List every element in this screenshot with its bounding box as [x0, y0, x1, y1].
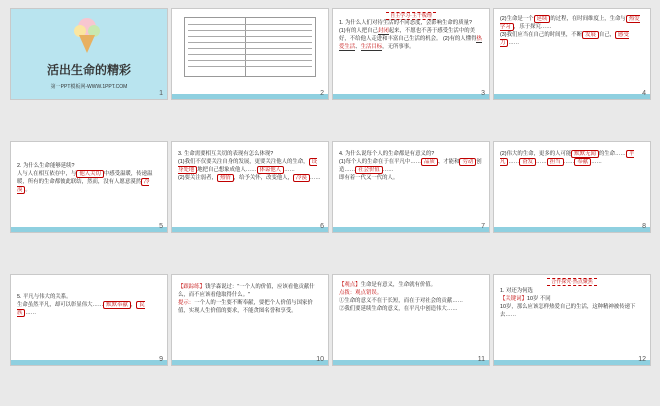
slide-text: (2)伟大的生命，更多的人可能 默默无闻 的生命…… 平凡 …… 奋发 …… 担当 …… 奉献 …… [500, 151, 635, 165]
slide-number: 8 [642, 223, 646, 230]
slide-number: 12 [638, 356, 646, 363]
slide-thumbnail-9[interactable] [10, 274, 168, 366]
slide-number: 2 [320, 90, 324, 97]
slide-thumbnail-2[interactable] [171, 8, 329, 100]
section-header: 合作探究·热点聚焦 [494, 278, 650, 285]
slide-thumbnail-4[interactable] [493, 8, 651, 100]
slide-thumbnail-5[interactable] [10, 141, 168, 233]
slide-number: 5 [159, 223, 163, 230]
slide-thumbnail-12[interactable] [493, 274, 651, 366]
slide-number: 1 [159, 90, 163, 97]
slide-number: 6 [320, 223, 324, 230]
slide-thumbnail-3[interactable] [332, 8, 490, 100]
section-header: 自主学习·主干梳理 [333, 12, 489, 19]
slide-text: 2. 为什么生命能够延续? 人与人在相互依存中，与 他人关切 中感受温暖，传递温暖，所有的生命都彼此联结，然而，没有人愿意漠然 冷漠 。 [17, 163, 153, 193]
slide-text: (2)生命是一个 延续 的过程，在时间维度上，生命与 热爱学习 ，乐于探究…… (3)我们应当在自己的时间里，不断 发展 自己， 感受力 …… [500, 16, 640, 46]
slide-number: 10 [316, 356, 324, 363]
slide-title: 活出生命的精彩 [46, 63, 131, 77]
slide-text: 【跟踪练】钱学森说过："一个人的价值，应该看他贡献什么，而不应该看他取得什么。" 提示：一个人的一生要不断奉献，要把个人价值与国家价值，实现人生价值的要求，不能贪图名誉和享受。 [178, 284, 315, 314]
slide-text: 1. 为什么人们对待生活的不同态度，会影响生命的质量? (1)有的人把自己封闭起来，不愿也不善于感受生活中的美好，不给他人走进和丰富自己生活的机会。 (2)有的人懂得热爱生活、生活目标，无所事事。 [339, 20, 482, 50]
slide-thumbnail-10[interactable] [171, 274, 329, 366]
slide-number: 4 [642, 90, 646, 97]
slide-thumbnail-1[interactable] [10, 8, 168, 100]
slide-number: 11 [477, 356, 485, 363]
ice-cream-icon [67, 15, 107, 55]
slide-subtitle: 第一PPT模板网-WWW.1PPT.COM [50, 84, 128, 90]
slide-number: 9 [159, 356, 163, 363]
table-image [184, 17, 316, 77]
slide-text: 5. 平凡与伟大的关系。 生命虽然平凡，却可以彰显伟大…… 默默奉献 ， 民族 …… [17, 294, 145, 316]
slide-thumbnail-6[interactable] [171, 141, 329, 233]
slide-thumbnail-7[interactable] [332, 141, 490, 233]
slide-text: 4. 为什么说每个人的生命都是有意义的? (1)每个人的生命在于在平凡中…… 品质 、才能和 劳动 创造…… 社会价值 …… 即有着一代又一代的人。 [339, 151, 482, 181]
slide-text: 【观点】生命是有意义，生命就有价值。 点拨：观点错误。 ①生命的意义不在于长短，而在于对社会的贡献…… ②我们要延续生命的意义，在平凡中创造伟大…… [339, 282, 463, 312]
slide-text: 1. 对还为何选 【关键词】10岁 不同 10岁，那么应该怎样热爱自己的生活，这种精神被传递下去…… [500, 288, 636, 318]
slide-thumbnail-11[interactable] [332, 274, 490, 366]
slide-text: 3. 生命需要相互关切的表现有怎么体现? (1)我们不仅要关注自身的发展，更要关注他人的生命， 设身处地 地把自己想象成他人…… 体谅他人 …… (2)要关注弱者， 热情 ，给予关怀，改变他人， 冷漠 …… [178, 151, 321, 181]
slide-number: 7 [481, 223, 485, 230]
slide-thumbnail-8[interactable] [493, 141, 651, 233]
slide-number: 3 [481, 90, 485, 97]
